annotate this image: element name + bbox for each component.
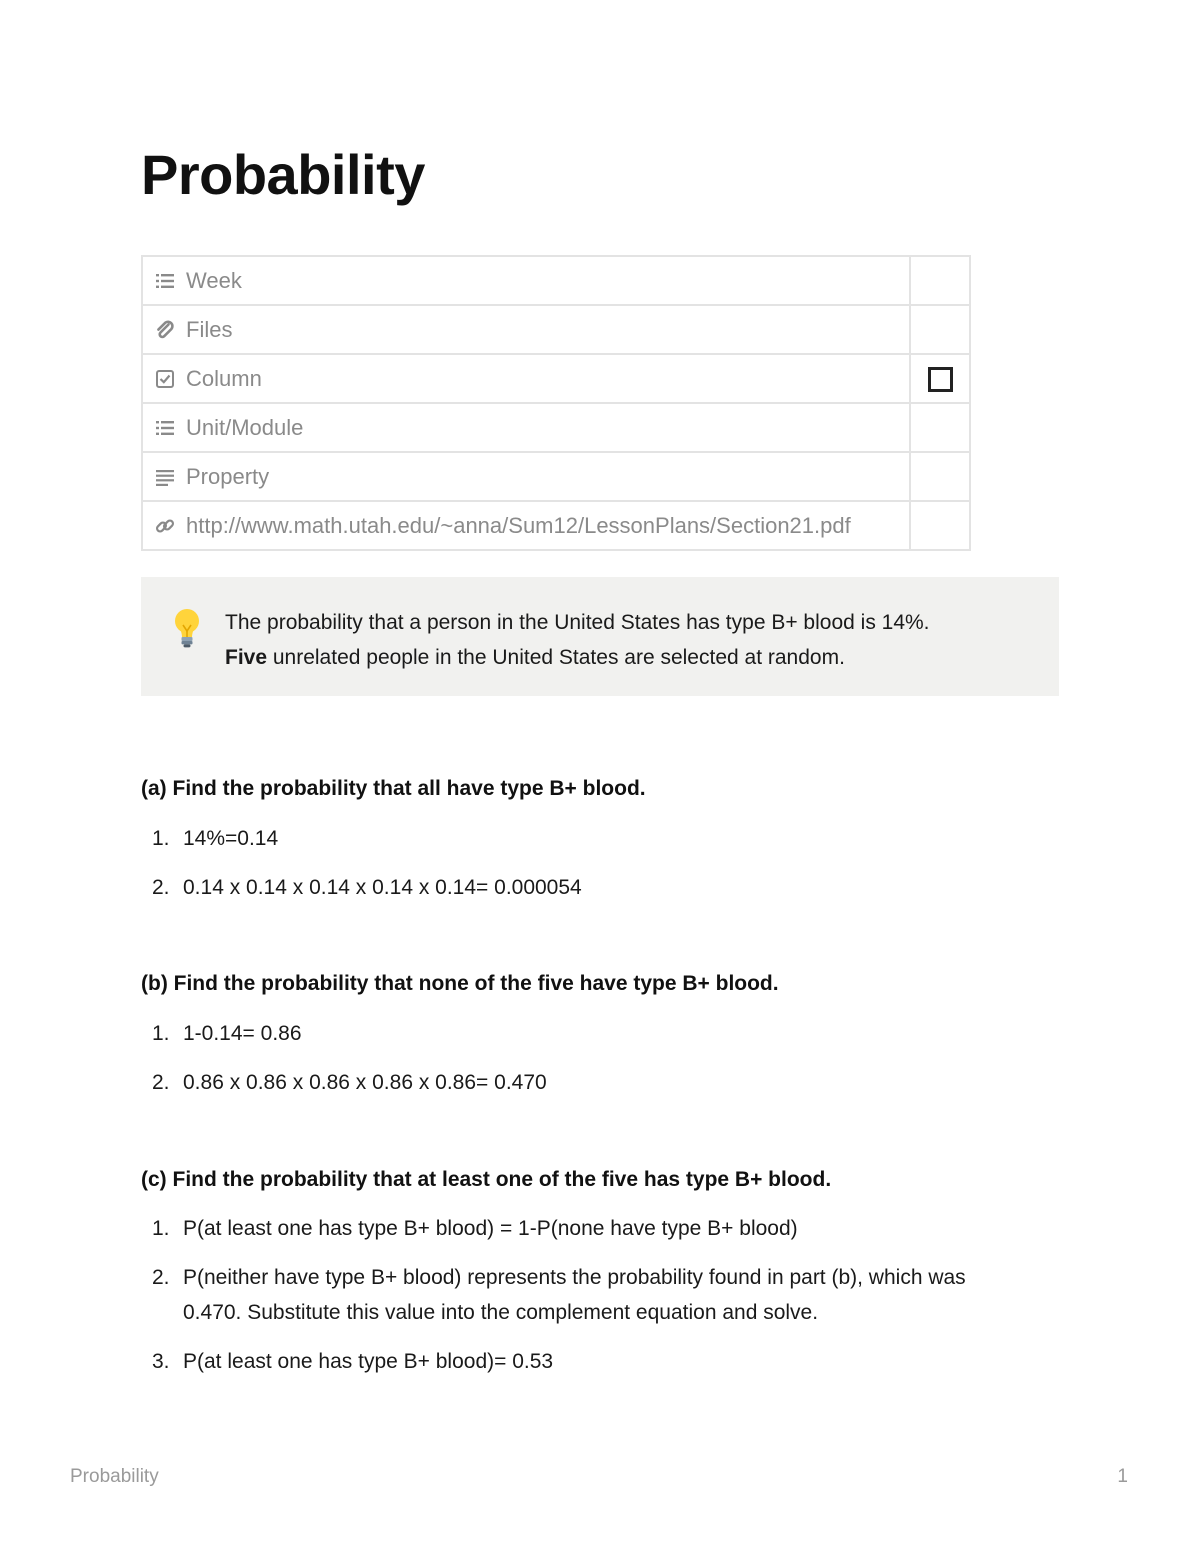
- link-icon: [155, 516, 175, 536]
- question-b-heading: (b) Find the probability that none of the five have type B+ blood.: [141, 972, 779, 995]
- question-c-heading: (c) Find the probability that at least one of the five has type B+ blood.: [141, 1168, 832, 1191]
- properties-table: [141, 255, 971, 551]
- footer-title: Probability: [70, 1466, 159, 1487]
- list-number: 2.: [152, 1266, 170, 1289]
- list-item: [141, 1260, 1021, 1330]
- list-item-text: 1-0.14= 0.86: [183, 1022, 302, 1045]
- property-row-column[interactable]: [142, 354, 970, 403]
- list-item-text: P(neither have type B+ blood) represents the probability found in part (b), which was 0.470. Substitute this value into the complement equation and solve.: [183, 1266, 966, 1324]
- list-number: 1.: [152, 1217, 170, 1240]
- question-c-list: [141, 1211, 1021, 1393]
- property-label: Unit/Module: [186, 414, 304, 440]
- paperclip-icon: [155, 320, 175, 340]
- callout-box: [141, 577, 1059, 696]
- list-item: [141, 870, 1041, 905]
- property-link[interactable]: http://www.math.utah.edu/~anna/Sum12/LessonPlans/Section21.pdf: [186, 512, 851, 538]
- callout-text: [225, 605, 1035, 675]
- list-item: [141, 821, 1041, 856]
- list-item: [141, 1344, 1021, 1379]
- lightbulb-icon: [171, 607, 203, 649]
- property-value[interactable]: [910, 501, 970, 550]
- list-item-text: P(at least one has type B+ blood) = 1-P(none have type B+ blood): [183, 1217, 798, 1240]
- question-b-list: [141, 1016, 1041, 1114]
- list-item-text: 14%=0.14: [183, 827, 279, 850]
- property-row-week[interactable]: [142, 256, 970, 305]
- list-number: 2.: [152, 1071, 170, 1094]
- page-number: 1: [1117, 1466, 1128, 1487]
- list-item: [141, 1211, 1021, 1246]
- list-number: 1.: [152, 1022, 170, 1045]
- callout-bold-word: Five: [225, 646, 268, 669]
- property-label: Week: [186, 267, 242, 293]
- property-row-url[interactable]: [142, 501, 970, 550]
- list-item-text: 0.86 x 0.86 x 0.86 x 0.86 x 0.86= 0.470: [183, 1071, 547, 1094]
- property-label: Column: [186, 365, 262, 391]
- property-label: Property: [186, 463, 270, 489]
- property-label: Files: [186, 316, 233, 342]
- checkbox-icon: [155, 369, 175, 389]
- list-item: [141, 1065, 1041, 1100]
- list-number: 1.: [152, 827, 170, 850]
- property-value[interactable]: [910, 403, 970, 452]
- property-row-property[interactable]: [142, 452, 970, 501]
- list-icon: [155, 271, 175, 291]
- list-number: 3.: [152, 1350, 170, 1373]
- list-icon: [155, 418, 175, 438]
- list-item-text: P(at least one has type B+ blood)= 0.53: [183, 1350, 554, 1373]
- property-value[interactable]: [910, 256, 970, 305]
- callout-line-1: The probability that a person in the United States has type B+ blood is 14%.: [225, 611, 930, 634]
- list-item: [141, 1016, 1041, 1051]
- column-checkbox[interactable]: [928, 367, 953, 392]
- text-lines-icon: [155, 467, 175, 487]
- list-number: 2.: [152, 876, 170, 899]
- page-title: Probability: [141, 143, 425, 206]
- question-a-heading: (a) Find the probability that all have type B+ blood.: [141, 777, 646, 800]
- callout-line-2: unrelated people in the United States are selected at random.: [267, 646, 845, 669]
- question-a-list: [141, 821, 1041, 919]
- property-value[interactable]: [910, 305, 970, 354]
- property-value[interactable]: [910, 452, 970, 501]
- list-item-text: 0.14 x 0.14 x 0.14 x 0.14 x 0.14= 0.000054: [183, 876, 582, 899]
- property-row-unit-module[interactable]: [142, 403, 970, 452]
- property-row-files[interactable]: [142, 305, 970, 354]
